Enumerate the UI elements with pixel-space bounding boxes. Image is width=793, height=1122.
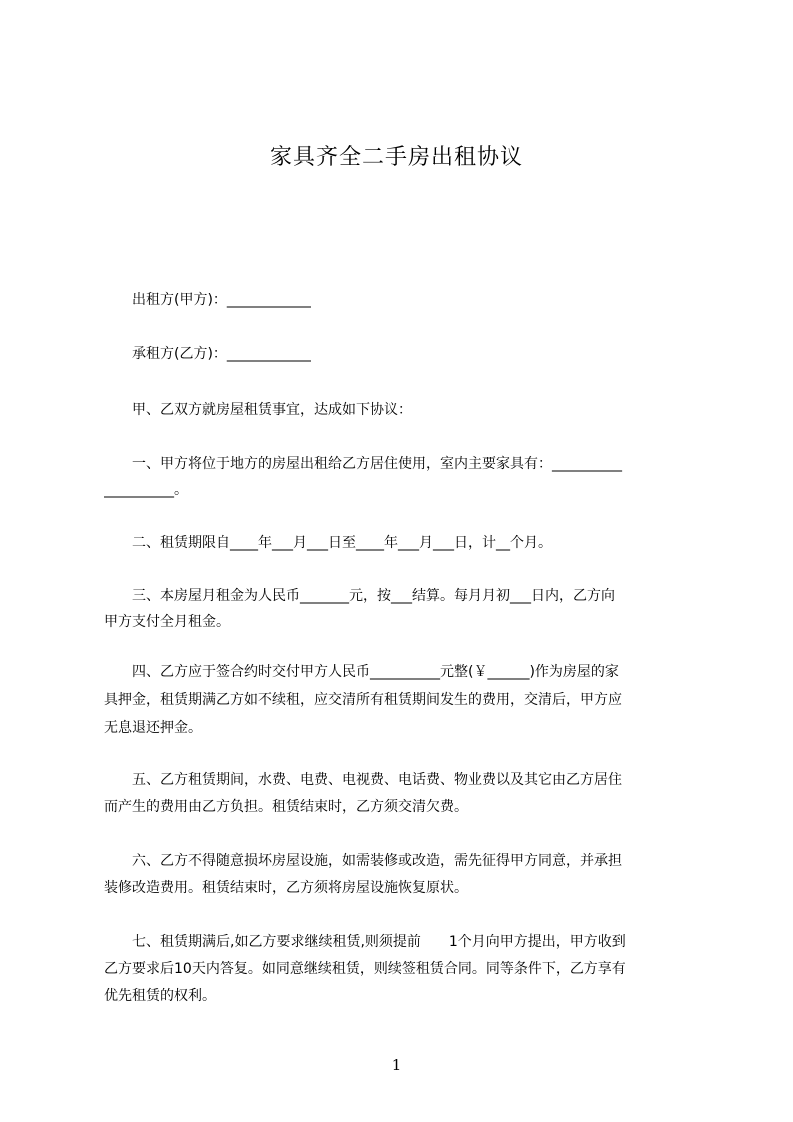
clause-4-line-1: 四、乙方应于签合约时交付甲方人民币__________元整(￥______)作为房屋的家 bbox=[104, 664, 619, 680]
lessor-line: 出租方(甲方)：____________ bbox=[104, 292, 311, 308]
clause-1-line-1: 一、甲方将位于地方的房屋出租给乙方居住使用，室内主要家具有：__________ bbox=[104, 456, 622, 472]
agreement-intro: 甲、乙双方就房屋租赁事宜，达成如下协议： bbox=[104, 402, 412, 418]
clause-3-line-2: 甲方支付全月租金。 bbox=[104, 614, 230, 630]
clause-7-line-2: 乙方要求后10天内答复。如同意继续租赁，则续签租赁合同。同等条件下，乙方享有 bbox=[104, 961, 626, 977]
lessee-line: 承租方(乙方)：____________ bbox=[104, 346, 311, 362]
clause-1-line-2: __________。 bbox=[104, 482, 188, 498]
clause-6-line-1: 六、乙方不得随意损坏房屋设施，如需装修或改造，需先征得甲方同意，并承担 bbox=[104, 853, 622, 869]
clause-3-line-1: 三、本房屋月租金为人民币_______元，按___结算。每月月初___日内，乙方向 bbox=[104, 588, 615, 604]
clause-7-line-1: 七、租赁期满后,如乙方要求继续租赁,则须提前 1个月向甲方提出，甲方收到 bbox=[104, 934, 626, 950]
clause-4-line-3: 无息退还押金。 bbox=[104, 720, 202, 736]
clause-7-line-3: 优先租赁的权利。 bbox=[104, 988, 216, 1004]
clause-2-line-1: 二、租赁期限自____年___月___日至____年___月___日，计__个月。 bbox=[104, 535, 552, 551]
page-number: 1 bbox=[391, 1056, 402, 1074]
clause-4-line-2: 具押金，租赁期满乙方如不续租，应交清所有租赁期间发生的费用，交清后，甲方应 bbox=[104, 692, 622, 708]
clause-5-line-1: 五、乙方租赁期间，水费、电费、电视费、电话费、物业费以及其它由乙方居住 bbox=[104, 772, 622, 788]
clause-6-line-2: 装修改造费用。租赁结束时，乙方须将房屋设施恢复原状。 bbox=[104, 880, 468, 896]
document-title: 家具齐全二手房出租协议 bbox=[269, 145, 523, 170]
clause-5-line-2: 而产生的费用由乙方负担。租赁结束时，乙方须交清欠费。 bbox=[104, 799, 468, 815]
